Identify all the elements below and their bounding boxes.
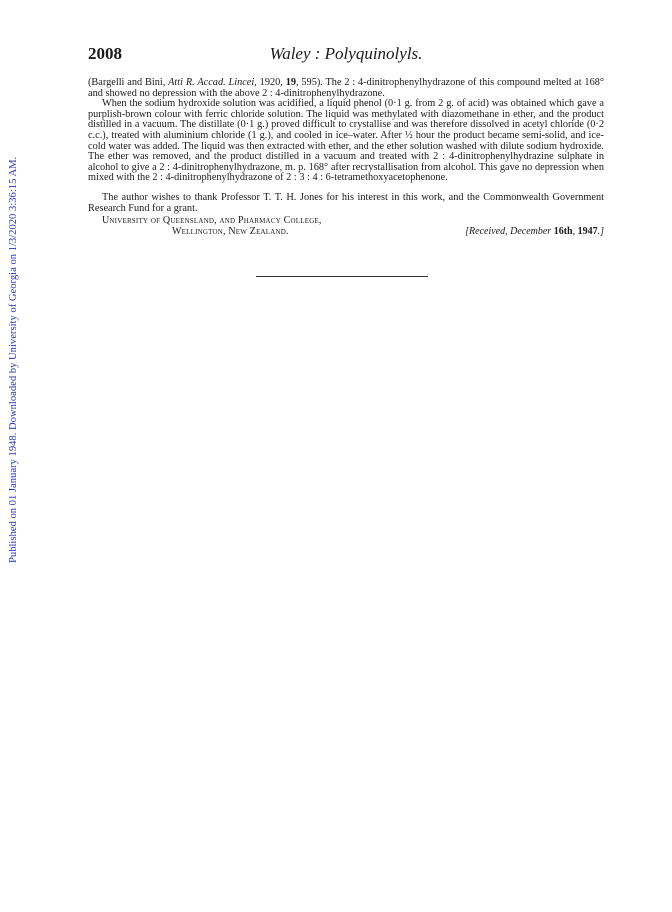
paragraph-2-text-b: hour the product became semi-solid, and ice-cold water was added. The liquid was then extracted with ether, and the ether solution washed with dilute sodium hydroxide. The ether was removed, and the product distilled in a vacuum and treated with 2 : 4-dinitrophenylhydrazine sulphate in alcohol to give a 2 : 4-dinitrophenylhydrazone, m. p. 168° after recrystallisation from alcohol. This gave no depression when mixed with the 2 : 4-dinitrophenylhydrazone of 2 : 3 : 4 : 6-tetramethoxyacetophenone. xyxy=(88,129,604,184)
paragraph-1-text-a: (Bargelli and Bini, xyxy=(88,77,169,88)
end-rule xyxy=(256,276,428,277)
paragraph-2-text-a: When the sodium hydroxide solution was acidified, a liquid phenol (0·1 g. from 2 g. of acid) was obtained which gave a purplish-brown colour with ferric chloride solution. The liquid was methylated with diazomethane in ether, and the product distilled in a vacuum. The distillate (0·1 g.) proved difficult to crystallise and was therefore dissolved in acetyl chloride (0·2 c.c.), treated with aluminium chloride (1 g.), and cooled in ice–water. After xyxy=(88,98,604,141)
running-title: Waley : Polyquinolyls. xyxy=(269,44,423,63)
affiliation-line-1: University of Queensland, and Pharmacy College, xyxy=(102,215,322,227)
received-text-a: [Received, December xyxy=(465,226,554,238)
received-text-b: , xyxy=(572,226,578,238)
affiliation-block xyxy=(88,215,604,237)
paragraph-2 xyxy=(88,99,604,184)
received-text-c: .] xyxy=(597,226,604,238)
journal-name: Atti R. Accad. Lincei xyxy=(168,77,255,88)
received-year: 1947 xyxy=(577,226,598,238)
article-body xyxy=(88,78,604,237)
acknowledgement-paragraph: The author wishes to thank Professor T. T. H. Jones for his interest in this work, and the Commonwealth Government Research Fund for a grant. xyxy=(88,191,604,214)
volume-number: 19 xyxy=(285,77,296,88)
publication-side-note: Published on 01 January 1948. Downloaded by University of Georgia on 1/3/2020 3:36:15 AM. xyxy=(8,156,19,564)
affiliation-line-2: Wellington, New Zealand. xyxy=(172,226,289,238)
page-number: 2008 xyxy=(88,44,122,63)
fraction-half: ½ xyxy=(405,129,413,141)
paragraph-1-text-b: , 1920, xyxy=(254,77,286,88)
received-date xyxy=(465,226,604,237)
paragraph-1 xyxy=(88,78,604,99)
paragraph-1-text-c: , 595). The 2 : 4-dinitrophenylhydrazone of this compound melted at 168° and showed no depression with the above 2 : 4-dinitrophenylhydrazone. xyxy=(88,77,604,99)
page-header xyxy=(88,44,604,68)
received-day: 16th xyxy=(553,226,573,238)
